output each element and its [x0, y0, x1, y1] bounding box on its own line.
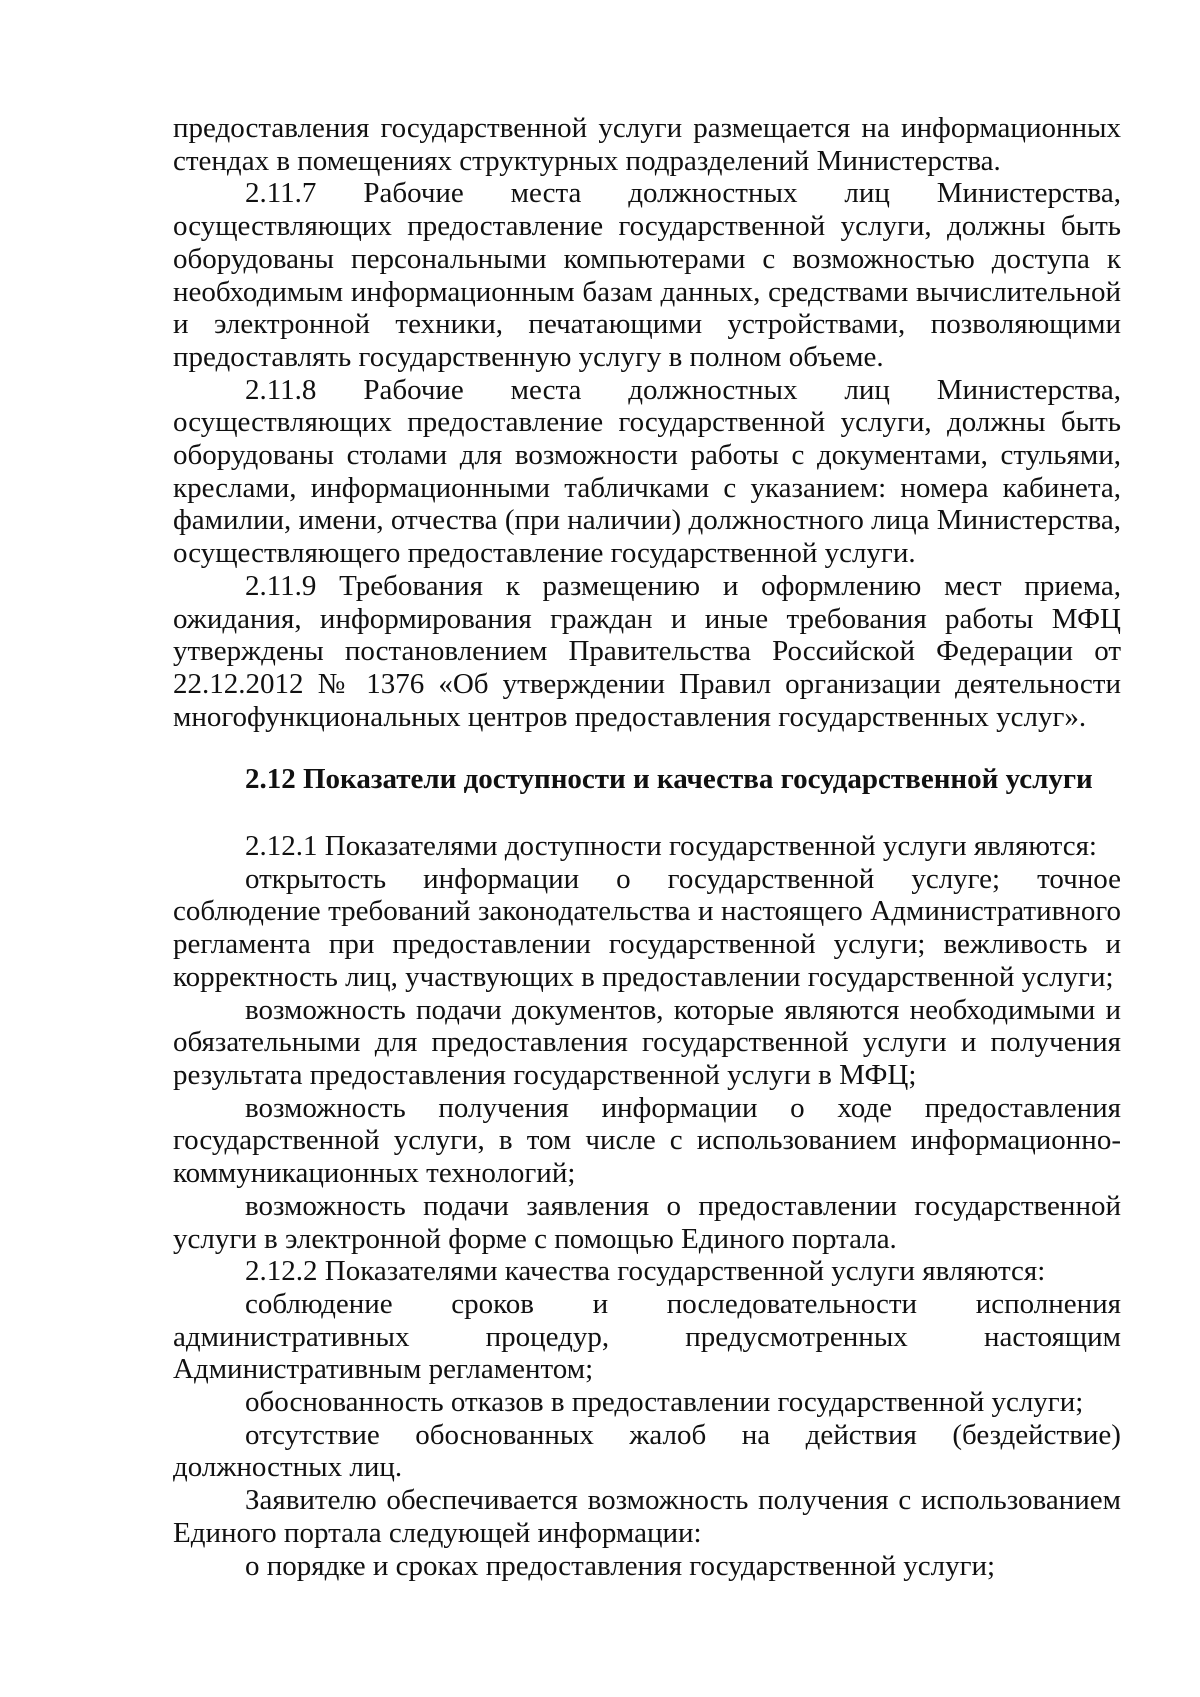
section-heading-2-12: 2.12 Показатели доступности и качества государственной услуги [245, 763, 1093, 796]
word: сроков [451, 1287, 534, 1320]
deadlines-line-1 [173, 1288, 1121, 1321]
list-item-refusals: обоснованность отказов в предоставлении государственной услуги; [245, 1386, 1084, 1419]
paragraph-2-12-1: 2.12.1 Показателями доступности государственной услуги являются: [245, 830, 1097, 863]
complaints-line-1 [173, 1419, 1121, 1452]
deadlines-line-3: Административным регламентом; [173, 1353, 594, 1386]
word: настоящим [983, 1320, 1121, 1353]
paragraph-applicant-info: Заявителю обеспечивается возможность получения с использованием Единого портала следующей информации: [173, 1484, 1121, 1549]
word: (бездействие) [952, 1418, 1121, 1451]
list-item-progress-info: возможность получения информации о ходе предоставления государственной услуги, в том числе с использованием информационно-коммуникационных технологий; [173, 1091, 1121, 1190]
word: исполнения [975, 1287, 1121, 1320]
list-item-procedure-deadlines: о порядке и сроках предоставления государственной услуги; [245, 1549, 996, 1582]
word: административных [173, 1320, 410, 1353]
list-item-complaints [173, 1419, 1121, 1484]
paragraph-2-11-9: 2.11.9 Требования к размещению и оформлению мест приема, ожидания, информирования граждан и иные требования работы МФЦ утверждены постановлением Правительства Российской Федерации от 22.12.2012 № 1376 «Об утверждении Правил организации деятельности многофункциональных центров предоставления государственных услуг». [173, 569, 1121, 733]
complaints-line-2: должностных лиц. [173, 1451, 403, 1484]
list-item-openness: открытость информации о государственной услуге; точное соблюдение требований законодательства и настоящего Административного регламента при предоставлении государственной услуги; вежливость и корректность лиц, участвующих в предоставлении государственной услуги; [173, 862, 1121, 993]
word: процедур, [485, 1320, 610, 1353]
word: и [592, 1287, 609, 1320]
paragraph-2-11-7: 2.11.7 Рабочие места должностных лиц Министерства, осуществляющих предоставление государственной услуги, должны быть оборудованы персональными компьютерами с возможностью доступа к необходимым информационным базам данных, средствами вычислительной и электронной техники, печатающими устройствами, позволяющими предоставлять государственную услугу в полном объеме. [173, 177, 1121, 373]
word: отсутствие [245, 1418, 380, 1451]
word: жалоб [629, 1418, 707, 1451]
list-item-electronic-submission: возможность подачи заявления о предоставлении государственной услуги в электронной форме с помощью Единого портала. [173, 1189, 1121, 1255]
deadlines-line-2 [173, 1321, 1121, 1354]
word: на [741, 1418, 771, 1451]
paragraph-info-stands: предоставления государственной услуги размещается на информационных стендах в помещениях структурных подразделений Министерства. [173, 112, 1121, 177]
paragraph-2-12-2: 2.12.2 Показателями качества государственной услуги являются: [245, 1255, 1046, 1288]
word: действия [805, 1418, 917, 1451]
list-item-submission-mfc: возможность подачи документов, которые являются необходимыми и обязательными для предоставления государственной услуги и получения результата предоставления государственной услуги в МФЦ; [173, 993, 1121, 1091]
word: предусмотренных [685, 1320, 908, 1353]
word: обоснованных [415, 1418, 594, 1451]
document-page [173, 112, 1121, 1582]
word: последовательности [666, 1287, 918, 1320]
paragraph-2-11-8: 2.11.8 Рабочие места должностных лиц Министерства, осуществляющих предоставление государственной услуги, должны быть оборудованы столами для возможности работы с документами, стульями, креслами, информационными табличками с указанием: номера кабинета, фамилии, имени, отчества (при наличии) должностного лица Министерства, осуществляющего предоставление государственной услуги. [173, 373, 1121, 570]
word: соблюдение [245, 1287, 393, 1320]
list-item-deadlines [173, 1288, 1121, 1386]
